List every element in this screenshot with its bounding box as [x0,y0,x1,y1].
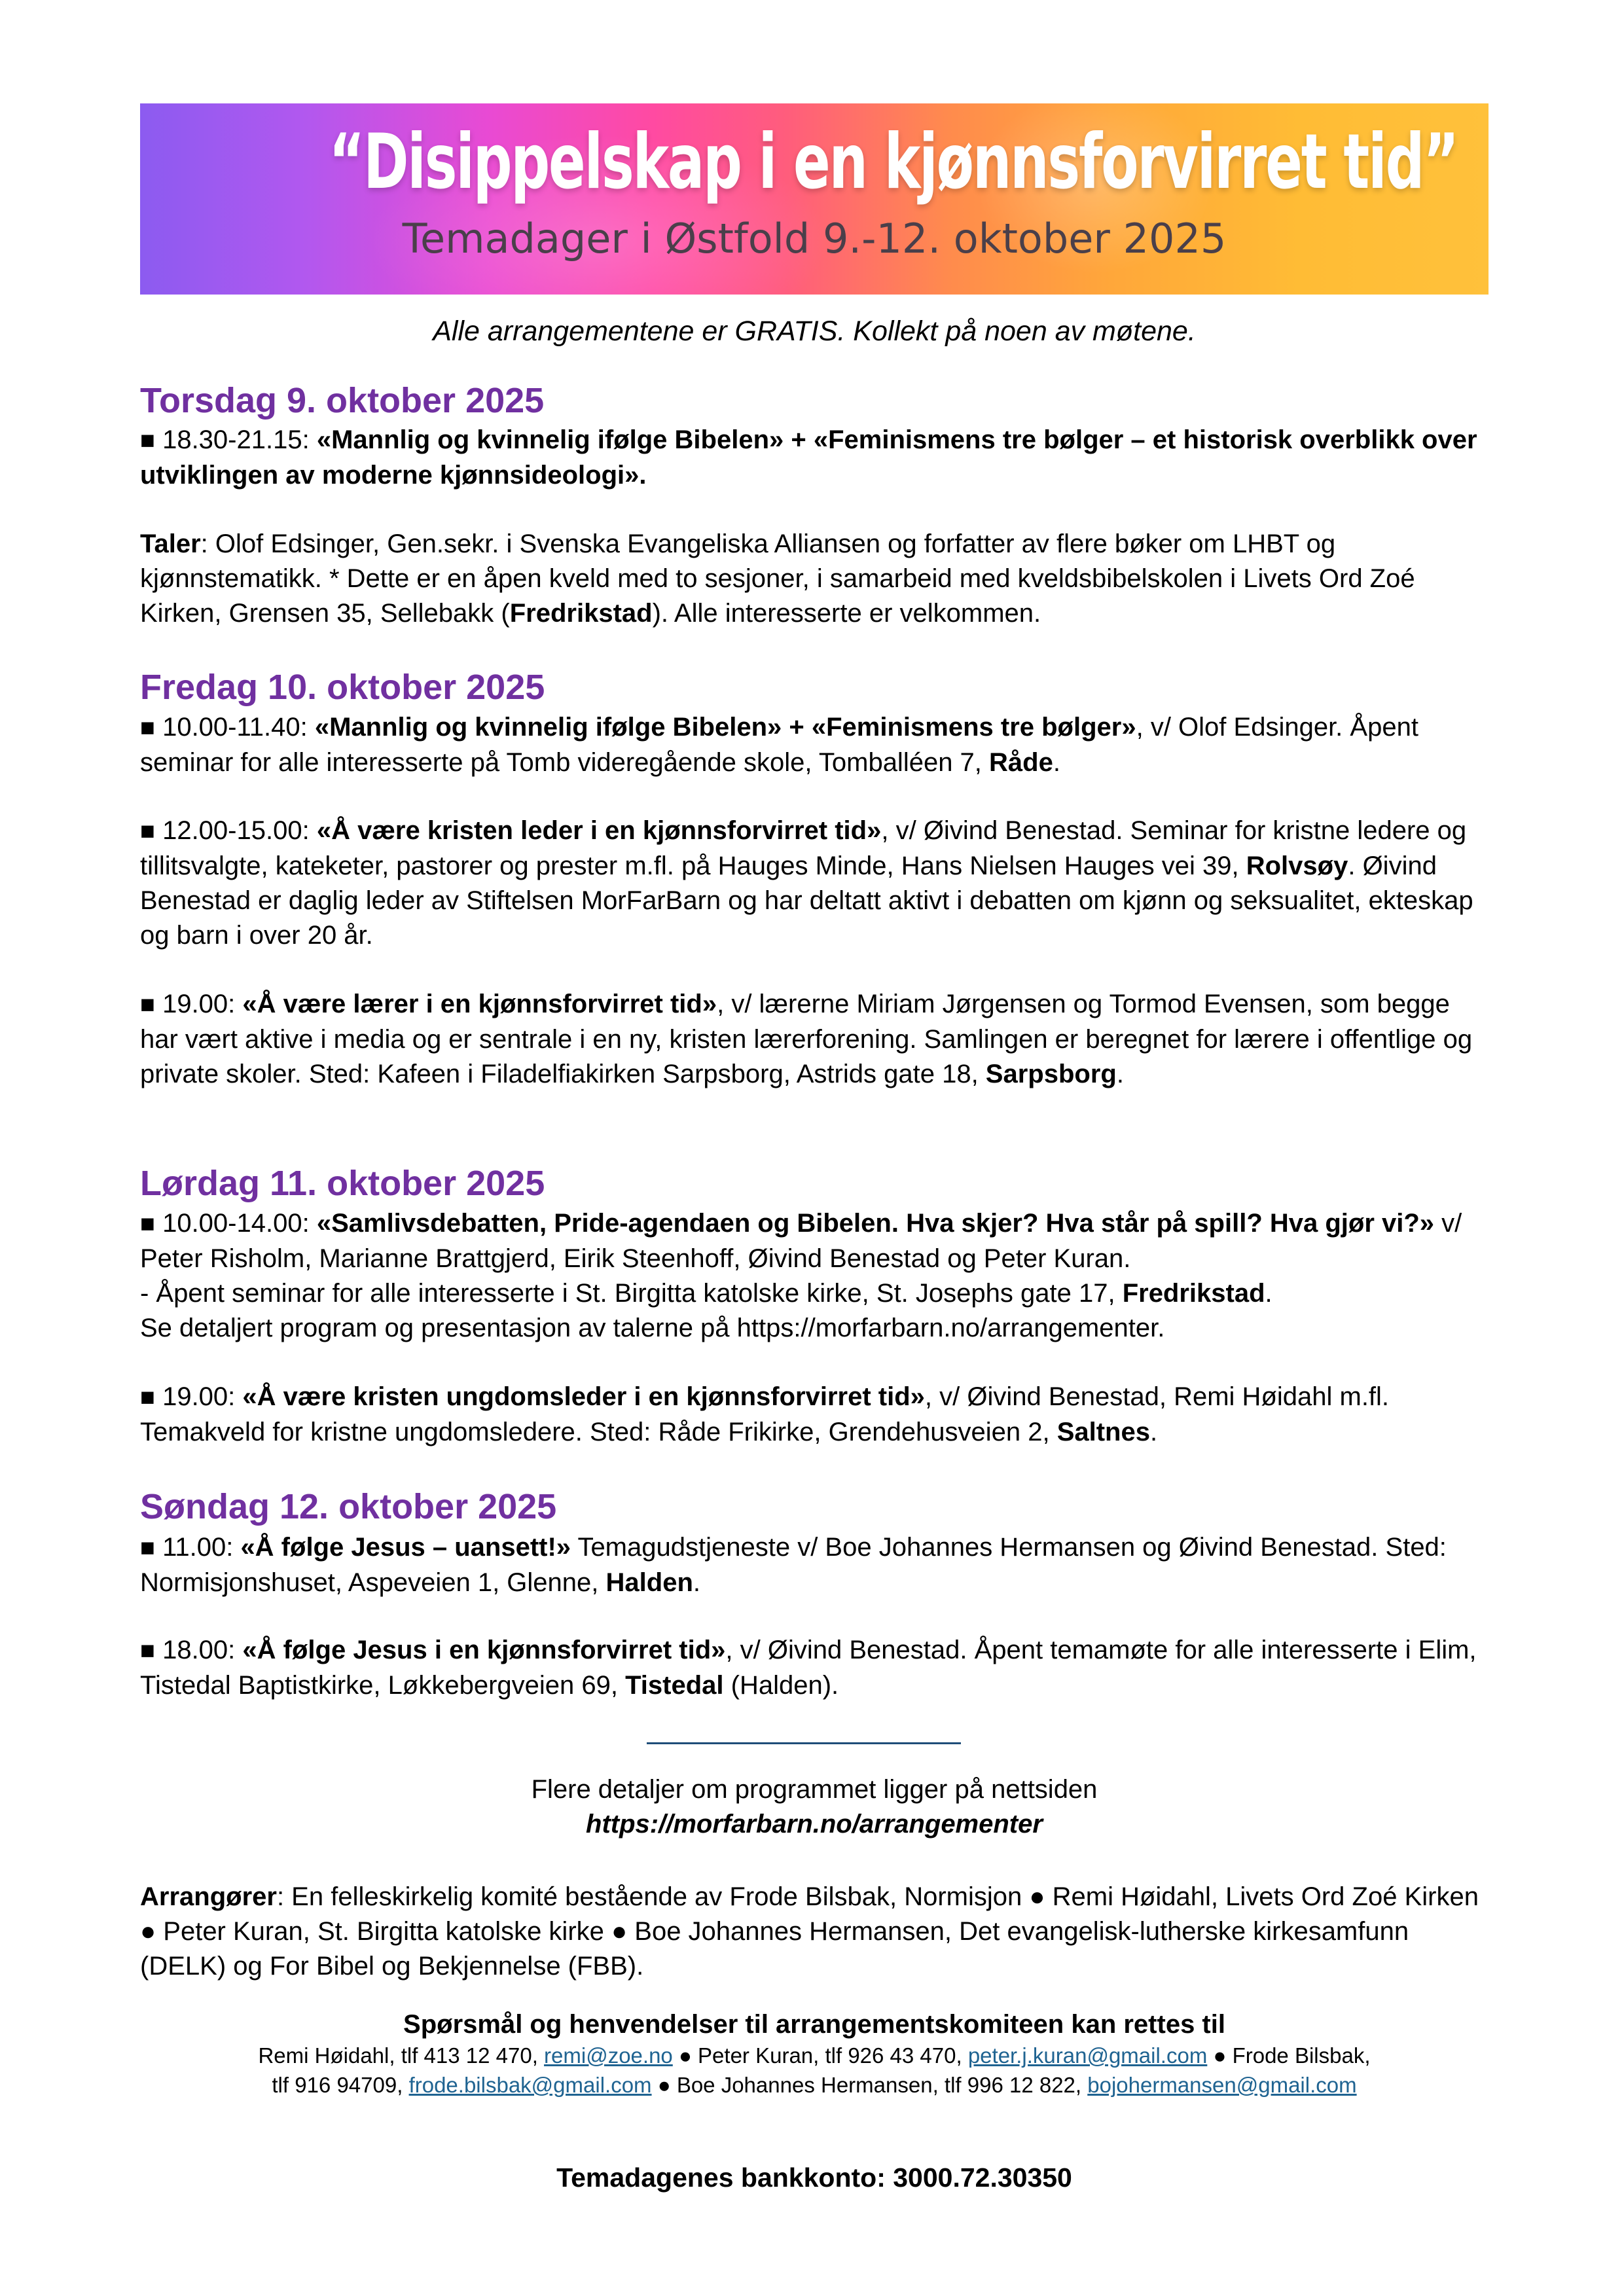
event-saturday-2: ■ 19.00: «Å være kristen ungdomsleder i en kjønnsforvirret tid», v/ Øivind Benestad, Remi Høidahl m.fl. Temakveld for kristne ungdomsledere. Sted: Råde Frikirke, Grendehusveien 2, Saltnes. [140,1382,1390,1446]
event-title: «Mannlig og kvinnelig ifølge Bibelen» + «Feminismens tre bølger» [314,713,1136,742]
banner-subtitle: Temadager i Østfold 9.-12. oktober 2025 [402,215,1227,262]
section-divider [647,1742,961,1744]
day-heading-saturday: Lørdag 11. oktober 2025 [140,1164,545,1203]
event-friday-2: ■ 12.00-15.00: «Å være kristen leder i en kjønnsforvirret tid», v/ Øivind Benestad. Seminar for kristne ledere og tillitsvalgte, kateketer, pastorer og prester m.fl. på Hauges Minde, Hans Nielsen Hauges vei 39, Rolvsøy. Øivind Benestad er daglig leder av Stiftelsen MorFarBarn og har deltatt aktivt i debatten om kjønn og seksualitet, ekteskap og barn i over 20 år. [140,816,1473,950]
day-heading-sunday: Søndag 12. oktober 2025 [140,1487,557,1526]
event-sunday-2: ■ 18.00: «Å følge Jesus i en kjønnsforvirret tid», v/ Øivind Benestad. Åpent temamøte for alle interesserte i Elim, Tistedal Baptistkirke, Løkkebergveien 69, Tistedal (Halden). [140,1636,1477,1700]
email-link-boe[interactable]: bojohermansen@gmail.com [1087,2073,1357,2097]
bullet-icon: ■ [140,714,155,742]
more-info-text: Flere detaljer om programmet ligger på nettsiden [531,1775,1098,1804]
bullet-icon: ■ [140,991,155,1018]
event-title: «Å følge Jesus – uansett!» [240,1533,571,1562]
bank-account: Temadagenes bankkonto: 3000.72.30350 [556,2162,1072,2193]
event-banner [140,103,1489,295]
event-city: Saltnes [1056,1418,1150,1446]
event-city: Rolvsøy [1246,852,1348,880]
bullet-icon: ■ [140,817,155,845]
bullet-icon: ■ [140,1637,155,1664]
event-title: «Samlivsdebatten, Pride-agendaen og Bibelen. Hva skjer? Hva står på spill? Hva gjør vi?» [316,1209,1435,1238]
event-friday-3: ■ 19.00: «Å være lærer i en kjønnsforvirret tid», v/ lærerne Miriam Jørgensen og Tormod Evensen, som begge har vært aktive i media og er sentrale i en ny, kristen lærerforening. Samlingen er beregnet for lærere i offentlige og private skoler. Sted: Kafeen i Filadelfiakirken Sarpsborg, Astrids gate 18, Sarpsborg. [140,990,1473,1088]
bullet-icon: ■ [140,1534,155,1562]
contact-details: Remi Høidahl, tlf 413 12 470, remi@zoe.no ● Peter Kuran, tlf 926 43 470, peter.j.kuran@gmail.com ● Frode Bilsbak, tlf 916 94709, frode.bilsbak@gmail.com ● Boe Johannes Hermansen, tlf 996 12 822, bojohermansen@gmail.com [258,2043,1371,2097]
day-heading-friday: Fredag 10. oktober 2025 [140,668,545,707]
event-thursday-1-details: Taler: Olof Edsinger, Gen.sekr. i Svenska Evangeliska Alliansen og forfatter av flere bøker om LHBT og kjønnstematikk. * Dette er en åpen kveld med to sesjoner, i samarbeid med kveldsbibelskolen i Livets Ord Zoé Kirken, Grensen 35, Sellebakk (Fredrikstad). Alle interesserte er velkommen. [140,529,1415,628]
event-time: 18.30-21.15: [162,425,317,454]
speaker-label: Taler [140,529,201,558]
event-city: Fredrikstad [509,599,653,628]
event-title: «Å følge Jesus i en kjønnsforvirret tid» [242,1636,726,1664]
email-link-remi[interactable]: remi@zoe.no [544,2043,673,2068]
organizers-text: : En felleskirkelig komité bestående av Frode Bilsbak, Normisjon ● Remi Høidahl, Livets Ord Zoé Kirken ● Peter Kuran, St. Birgitta katolske kirke ● Boe Johannes Hermansen, Det evangelisk-lutherske kirkesamfunn (DELK) og For Bibel og Bekjennelse (FBB). [140,1882,1479,1981]
event-sunday-1: ■ 11.00: «Å følge Jesus – uansett!» Temagudstjeneste v/ Boe Johannes Hermansen og Øivind Benestad. Sted: Normisjonshuset, Aspeveien 1, Glenne, Halden. [140,1533,1447,1597]
event-title: «Mannlig og kvinnelig ifølge Bibelen» + «Feminismens tre bølger – et historisk overblikk over utviklingen av moderne kjønnsideologi». [140,425,1477,490]
event-saturday-1: ■ 10.00-14.00: «Samlivsdebatten, Pride-agendaen og Bibelen. Hva skjer? Hva står på spill? Hva gjør vi?» v/ Peter Risholm, Marianne Brattgjerd, Eirik Steenhoff, Øivind Benestad og Peter Kuran. - Åpent seminar for alle interesserte i St. Birgitta katolske kirke, St. Josephs gate 17, Fredrikstad. Se detaljert program og presentasjon av talerne på https://morfarbarn.no/arrangementer. [140,1209,1462,1342]
contact-heading: Spørsmål og henvendelser til arrangementskomiteen kan rettes til [403,2010,1225,2039]
email-link-peter[interactable]: peter.j.kuran@gmail.com [967,2043,1208,2068]
event-city: Tistedal [625,1671,724,1700]
event-title: «Å være kristen ungdomsleder i en kjønnsforvirret tid» [242,1382,925,1411]
event-city: Fredrikstad [1122,1279,1265,1308]
more-info [140,1772,1489,1842]
intro-text: Alle arrangementene er GRATIS. Kollekt på noen av møtene. [433,315,1196,347]
event-city: Sarpsborg [985,1060,1117,1088]
day-heading-thursday: Torsdag 9. oktober 2025 [140,381,545,420]
bullet-icon: ■ [140,1210,155,1238]
event-thursday-1 [140,423,1492,493]
event-city: Halden [605,1568,693,1597]
event-title: «Å være lærer i en kjønnsforvirret tid» [242,990,717,1018]
program-url[interactable]: https://morfarbarn.no/arrangementer [586,1810,1043,1839]
program-reference: Se detaljert program og presentasjon av talerne på https://morfarbarn.no/arrangementer. [140,1314,1165,1342]
event-friday-1: ■ 10.00-11.40: «Mannlig og kvinnelig ifølge Bibelen» + «Feminismens tre bølger», v/ Olof Edsinger. Åpent seminar for alle interesserte på Tomb videregående skole, Tomballéen 7, Råde. [140,713,1418,777]
event-title: «Å være kristen leder i en kjønnsforvirret tid» [316,816,882,845]
bullet-icon: ■ [140,1384,155,1411]
event-city: Råde [989,748,1053,777]
banner-title: “Disippelskap i en kjønnsforvirret tid” [329,118,1458,206]
organizers [140,1880,1492,1984]
bullet-icon: ■ [140,427,155,454]
organizers-label: Arrangører [140,1882,277,1911]
email-link-frode[interactable]: frode.bilsbak@gmail.com [408,2073,652,2097]
